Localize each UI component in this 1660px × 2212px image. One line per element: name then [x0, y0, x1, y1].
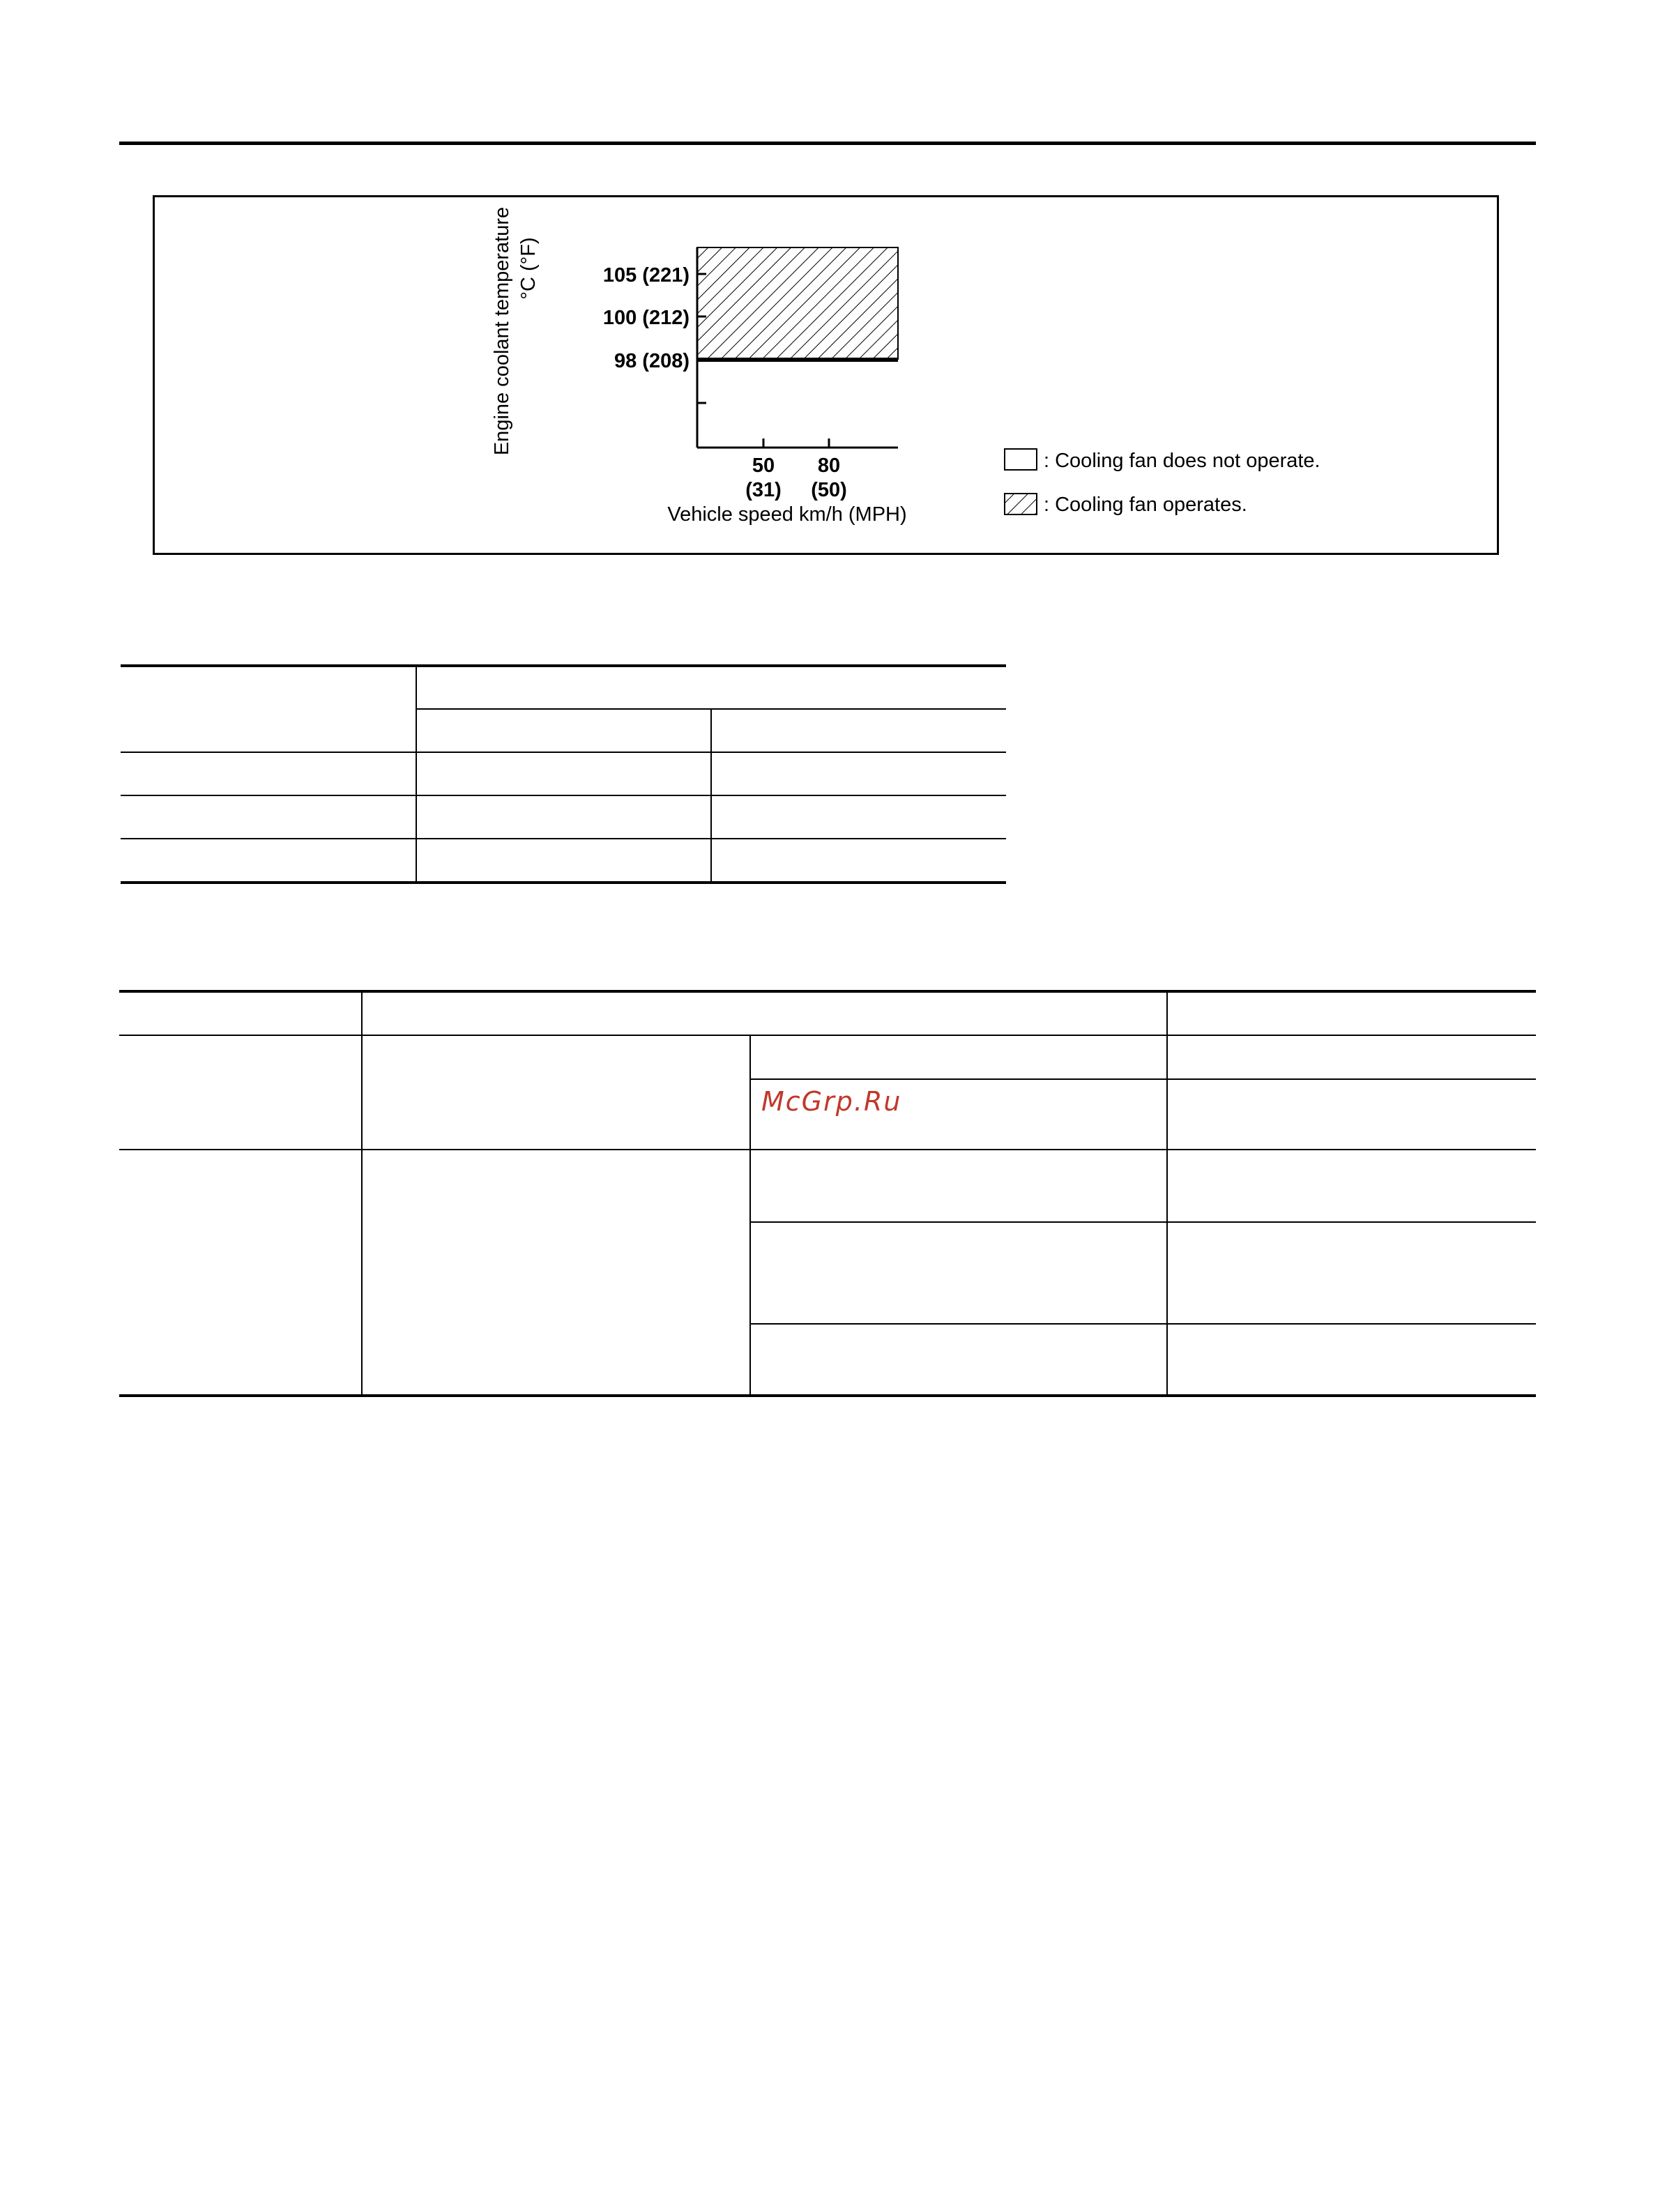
header-rule — [119, 142, 1536, 145]
legend-label: : Cooling fan does not operate. — [1044, 450, 1320, 472]
y-tick-label: 100 (212) — [602, 307, 690, 329]
x-tick-label: 80 — [817, 455, 841, 477]
watermark: McGrp.Ru — [761, 1086, 902, 1117]
y-tick-label: 98 (208) — [614, 350, 690, 372]
x-tick-label: (31) — [745, 479, 782, 501]
cooling-fan-chart — [153, 195, 1499, 555]
legend-label: : Cooling fan operates. — [1044, 494, 1247, 516]
y-tick-label: 105 (221) — [602, 264, 690, 287]
x-axis-title: Vehicle speed km/h (MPH) — [667, 503, 907, 526]
x-tick-label: 50 — [752, 455, 775, 477]
legend-hatched-box — [1005, 494, 1037, 514]
legend-empty-box — [1005, 449, 1037, 470]
fan-operates-region — [697, 247, 898, 359]
y-axis-title: Engine coolant temperature — [491, 206, 513, 456]
y-axis-unit: °C (°F) — [517, 237, 540, 300]
x-tick-label: (50) — [811, 479, 847, 501]
